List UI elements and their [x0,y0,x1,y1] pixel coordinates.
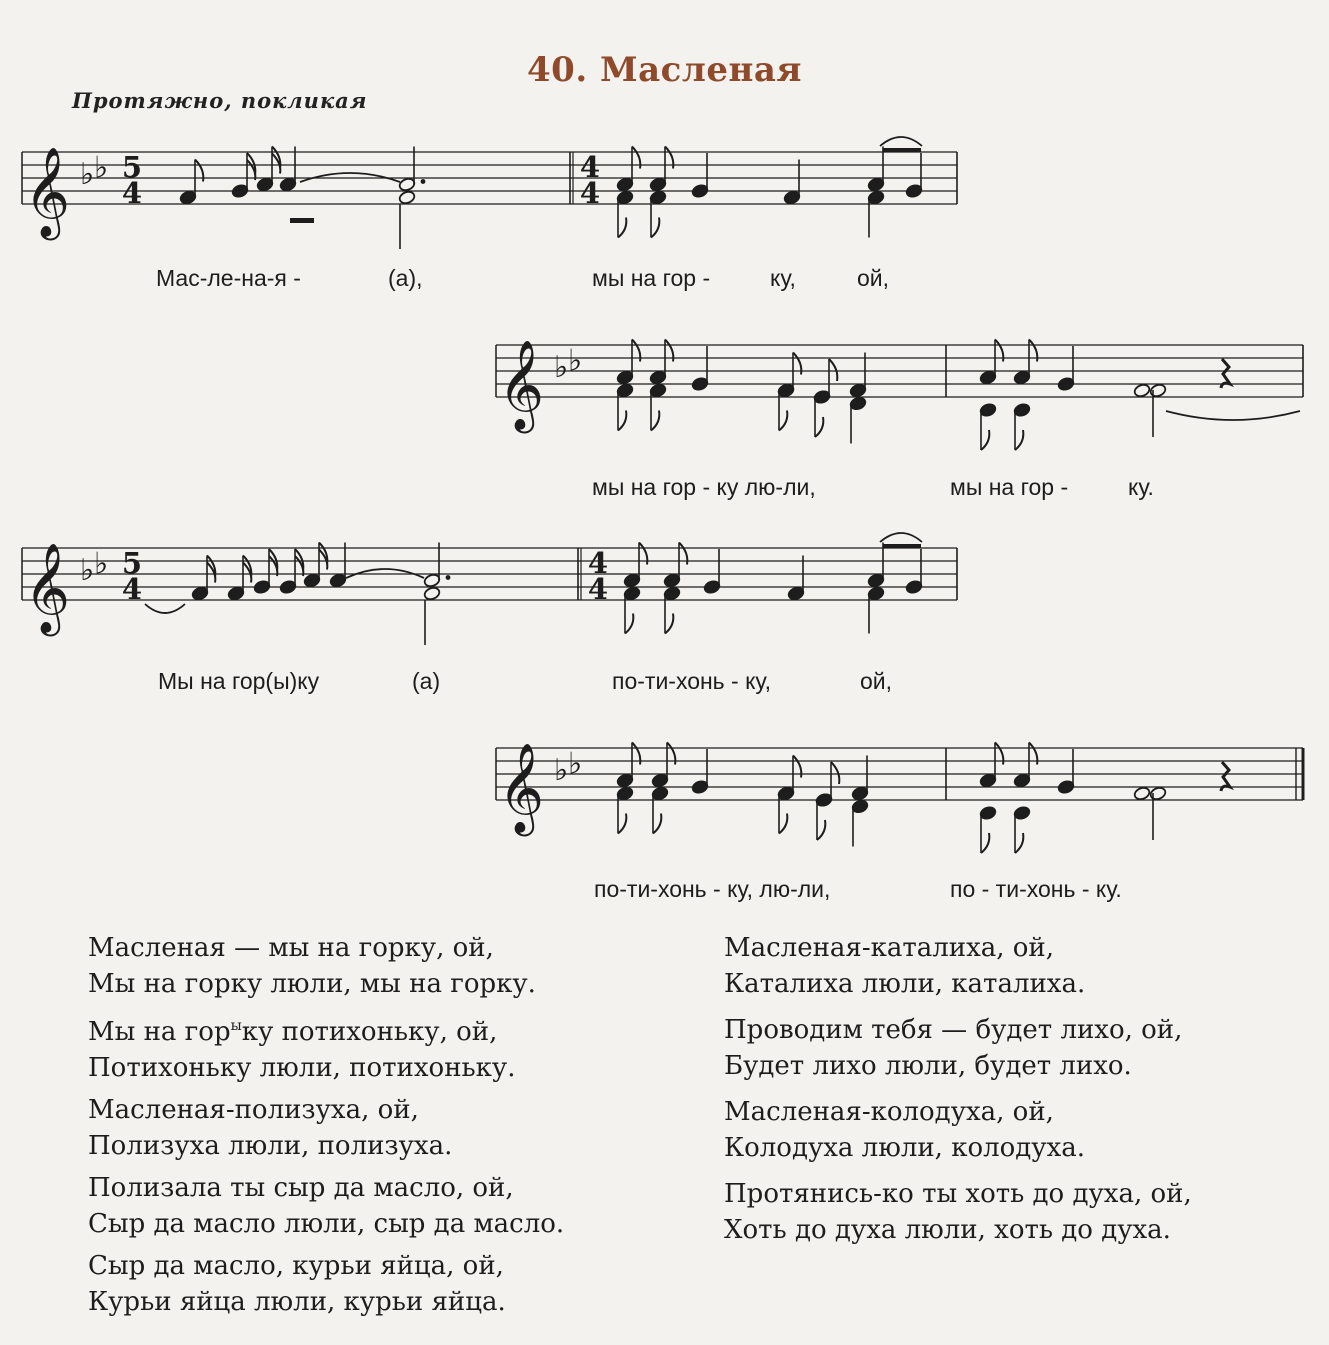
note-head [1133,786,1151,801]
flat-sign: ♭ [80,553,95,588]
verse-right-4 [724,1176,1192,1248]
verse-left-5 [88,1248,564,1320]
lyric-s1-5: ой, [857,265,890,291]
note-flag [981,833,989,853]
lyric-s1-2: (а), [388,265,423,291]
note-flag [817,820,825,840]
verse-left-3 [88,1092,564,1164]
time-signature-top: 4 [579,150,601,184]
note-flag [831,762,839,784]
verse-line: Масленая-полизуха, ой, [88,1095,419,1125]
verse-line: Курьи яйца люли, курьи яйца. [88,1287,506,1317]
time-signature-bottom: 4 [121,572,143,606]
verse-right-3 [724,1094,1192,1166]
verse-left-4 [88,1170,564,1242]
note-flag [618,218,626,238]
flat-sign: ♭ [554,350,569,385]
verse-line: Потихоньку люли, потихоньку. [88,1053,516,1083]
verses-left-column [88,930,564,1320]
verse-line: Полизуха люли, полизуха. [88,1131,453,1161]
note-flag [829,359,837,381]
note-head [1149,786,1167,801]
lyric-s4-1: по-ти-хонь - ку, лю-ли, [594,876,831,902]
treble-clef: 𝄞 [498,340,545,430]
time-signature-bottom: 4 [579,176,601,210]
note-head [423,586,441,601]
lyric-s3-2: (а) [412,668,441,694]
verse-line: Протянись-ко ты хоть до духа, ой, [724,1179,1192,1209]
verse-right-2 [724,1012,1192,1084]
time-signature-bottom: 4 [587,572,609,606]
flat-sign: ♭ [568,343,583,379]
verse-left-1 [88,930,564,1002]
flat-sign: ♭ [94,546,109,582]
verse-line: Мы на горку люли, мы на горку. [88,969,536,999]
lyric-s2-1: мы на гор - ку лю-ли, [592,474,816,500]
note-dot [421,179,426,184]
verse-line: Сыр да масло люли, сыр да масло. [88,1209,565,1239]
treble-clef: 𝄞 [24,543,71,633]
time-signature-bottom: 4 [121,176,143,210]
treble-clef: 𝄞 [24,147,71,237]
treble-clef: 𝄞 [498,743,545,833]
verse-line: Масленая-каталиха, ой, [724,933,1055,963]
quarter-rest [1221,762,1230,791]
verse-line: Хоть до духа люли, хоть до духа. [724,1215,1171,1245]
slur [145,604,185,613]
note-flag [653,814,661,834]
song-title: 40. Масленая [527,50,802,90]
note-head [1149,383,1167,398]
lyric-s3-1: Мы на гор(ы)ку [158,668,320,694]
lyric-s3-3: по-ти-хонь - ку, [612,668,772,694]
note-flag [665,614,673,634]
note-flag [779,814,787,834]
verse-line: Колодуха люли, колодуха. [724,1133,1086,1163]
superscript-vowel: ы [230,1018,242,1034]
note-flag [779,411,787,431]
verse-line: Будет лихо люли, будет лихо. [724,1051,1132,1081]
verse-line: Проводим тебя — будет лихо, ой, [724,1015,1183,1045]
note-flag [981,430,989,450]
flat-sign: ♭ [554,753,569,788]
verse-line: Сыр да масло, курьи яйца, ой, [88,1251,504,1281]
note-flag [618,411,626,431]
verse-line: Масленая-колодуха, ой, [724,1097,1054,1127]
lyric-s4-2: по - ти-хонь - ку. [950,876,1122,902]
verse-line: Полизала ты сыр да масло, ой, [88,1173,514,1203]
note-dot [446,575,451,580]
slur [1166,411,1300,420]
tempo-marking: Протяжно, покликая [72,88,368,113]
time-signature-top: 5 [121,150,143,184]
note-flag [618,814,626,834]
verses-right-column [724,930,1192,1248]
verse-text: ку потихоньку, ой, [241,1017,498,1047]
verse-line: Масленая — мы на горку, ой, [88,933,494,963]
note-flag [1015,430,1023,450]
note-flag [815,417,823,437]
note-flag [625,614,633,634]
note-flag [651,411,659,431]
lyric-s3-4: ой, [860,668,893,694]
verse-line [88,1008,564,1050]
verse-line: Каталиха люли, каталиха. [724,969,1086,999]
quarter-rest [1221,359,1230,388]
note-flag [651,218,659,238]
lyric-s1-3: мы на гор - [592,265,711,291]
whole-rest [290,218,314,223]
time-signature-top: 5 [121,546,143,580]
lyric-s2-3: ку. [1128,474,1154,500]
lyric-s2-2: мы на гор - [950,474,1069,500]
flat-sign: ♭ [568,746,583,782]
note-head [1133,383,1151,398]
slur [880,533,922,542]
verse-text: Мы на гор [88,1017,231,1047]
note-flag [1015,833,1023,853]
slur [880,137,922,146]
verse-left-2 [88,1008,564,1086]
note-head [398,190,416,205]
lyric-s1-1: Мас-ле-на-я - [156,265,301,291]
lyric-s1-4: ку, [770,265,796,291]
flat-sign: ♭ [80,157,95,192]
time-signature-top: 4 [587,546,609,580]
verse-right-1 [724,930,1192,1002]
flat-sign: ♭ [94,150,109,186]
